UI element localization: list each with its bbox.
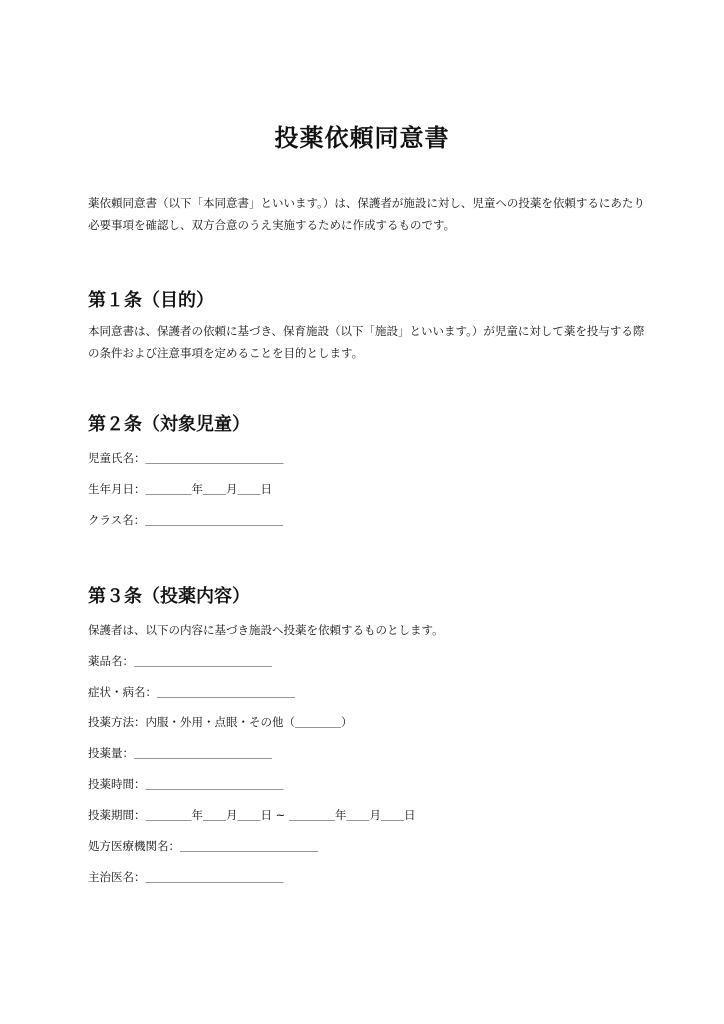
article-1-heading: 第１条（目的）: [88, 290, 214, 311]
doctor-name-field: 主治医名：＿＿＿＿＿＿＿＿＿＿＿＿: [88, 870, 284, 884]
symptom-field: 症状・病名：＿＿＿＿＿＿＿＿＿＿＿＿: [88, 685, 295, 699]
article-3-heading: 第３条（投薬内容）: [88, 586, 250, 607]
article-3-lead: 保護者は、以下の内容に基づき施設へ投薬を依頼するものとします。: [88, 623, 444, 637]
dosage-field: 投薬量：＿＿＿＿＿＿＿＿＿＿＿＿: [88, 746, 272, 760]
class-name-field: クラス名：＿＿＿＿＿＿＿＿＿＿＿＿: [88, 513, 284, 527]
article-2-heading: 第２条（対象児童）: [88, 414, 250, 435]
medicine-name-field: 薬品名：＿＿＿＿＿＿＿＿＿＿＿＿: [88, 654, 272, 668]
article-1-body: 本同意書は、保護者の依頼に基づき、保育施設（以下「施設」といいます。）が児童に対して薬を投与する際の条件および注意事項を定めることを目的とします。: [88, 324, 645, 360]
administration-method-field: 投薬方法：内服・外用・点眼・その他（＿＿＿＿）: [88, 715, 353, 729]
birth-date-field: 生年月日：＿＿＿＿年＿＿月＿＿日: [88, 482, 272, 496]
child-name-field: 児童氏名：＿＿＿＿＿＿＿＿＿＿＿＿: [88, 451, 284, 465]
dosage-time-field: 投薬時間：＿＿＿＿＿＿＿＿＿＿＿＿: [88, 777, 284, 791]
dosage-period-field: 投薬期間：＿＿＿＿年＿＿月＿＿日 ~ ＿＿＿＿年＿＿月＿＿日: [88, 808, 416, 822]
document-title: 投薬依頼同意書: [274, 124, 450, 152]
medical-institution-field: 処方医療機関名：＿＿＿＿＿＿＿＿＿＿＿＿: [88, 839, 318, 853]
intro-paragraph: 薬依頼同意書（以下「本同意書」といいます。）は、保護者が施設に対し、児童への投薬を依頼するにあたり必要事項を確認し、双方合意のうえ実施するために作成するものです。: [88, 196, 645, 232]
